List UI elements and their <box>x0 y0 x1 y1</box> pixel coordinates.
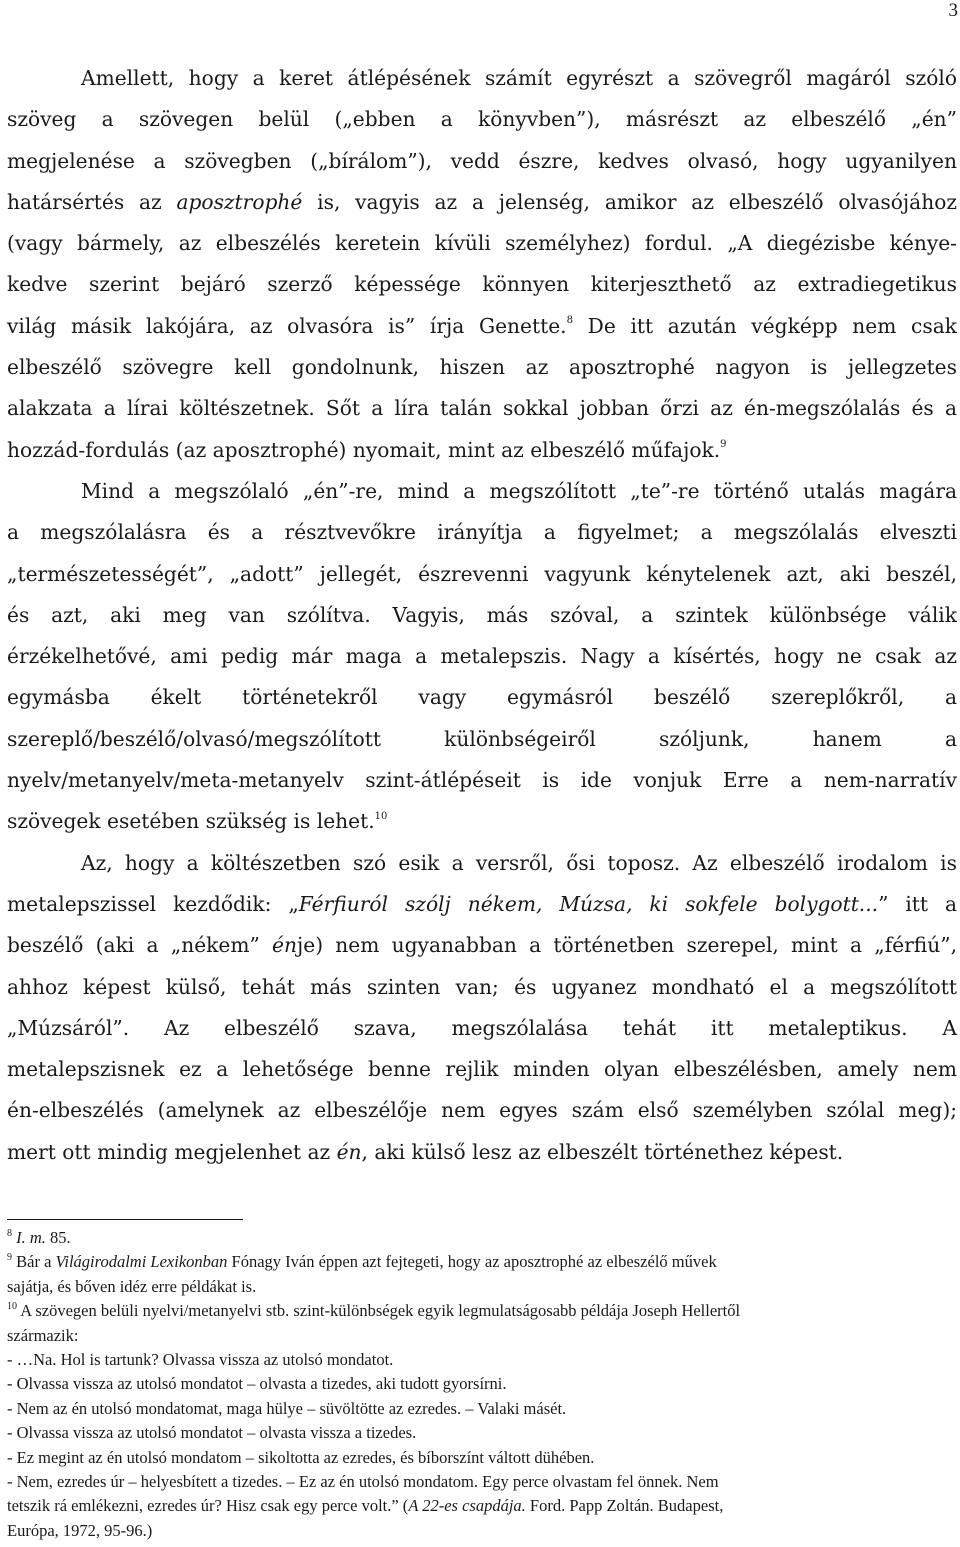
footnote-reference: 8 <box>7 1227 12 1239</box>
text-run: Ford. Papp Zoltán. Budapest, <box>525 1496 724 1516</box>
text-run: megjelenése a szövegben („bírálom”), vedd észre, kedves olvasó, hogy ugyanilyen <box>7 148 957 173</box>
paragraph <box>7 843 957 1173</box>
text-run: kedve szerint bejáró szerző képessége könnyen kiterjeszthető az extradiegetikus <box>7 272 957 297</box>
italic-text: én <box>272 933 297 958</box>
paragraph <box>7 471 957 843</box>
text-run: - Olvassa vissza az utolsó mondatot – olvasta a tizedes, aki tudott gyorsírni. <box>7 1374 507 1394</box>
text-run: - Olvassa vissza az utolsó mondatot – olvasta vissza a tizedes. <box>7 1423 417 1443</box>
text-run: világ másik lakójára, az olvasóra is” írja Genette. <box>7 313 567 338</box>
text-run: - Nem, ezredes úr – helyesbített a tizedes. – Ez az én utolsó mondatom. Egy perce olvastam fel önnek. Nem <box>7 1472 719 1492</box>
text-line <box>7 595 957 636</box>
text-run: elbeszélő szövegre kell gondolnunk, hiszen az aposztrophé nagyon is jellegzetes <box>7 355 957 380</box>
footnote-reference: 9 <box>720 438 727 450</box>
text-run: De itt azután végképp nem csak <box>572 313 957 338</box>
text-run: A szövegen belüli nyelvi/metanyelvi stb. szint-különbségek egyik legmulatságosabb példája Joseph Hellertől <box>17 1301 741 1321</box>
text-run: is, vagyis az a jelenség, amikor az elbeszélő olvasójához <box>302 189 958 214</box>
text-run: hozzád-fordulás (az aposztrophé) nyomait, mint az elbeszélő műfajok. <box>7 437 721 462</box>
italic-text: Világirodalmi Lexikonban <box>55 1252 228 1272</box>
text-run: je) nem ugyanabban a történetben szerepel, mint a „férfiú”, <box>296 933 957 958</box>
text-line <box>7 306 957 347</box>
footnote-reference: 9 <box>7 1251 12 1263</box>
footnote-line <box>7 1348 947 1372</box>
text-run: beszélő (aki a „nékem” <box>7 933 273 958</box>
text-run: „Múzsáról”. Az elbeszélő szava, megszólalása tehát itt metaleptikus. A <box>7 1015 957 1040</box>
text-run: szöveg a szövegen belül („ebben a könyvben”), másrészt az elbeszélő „én” <box>7 107 957 132</box>
paragraph <box>7 58 957 471</box>
footnote-reference: 8 <box>566 315 573 327</box>
text-line <box>7 141 957 182</box>
text-run: - …Na. Hol is tartunk? Olvassa vissza az utolsó mondatot. <box>7 1350 394 1370</box>
text-run: (vagy bármely, az elbeszélés keretein kívüli személyhez) fordul. „A diegézisbe kénye- <box>7 231 957 256</box>
footnotes <box>7 1226 947 1543</box>
text-line <box>7 1132 957 1173</box>
text-line <box>7 884 957 925</box>
italic-text: A 22-es csapdája. <box>408 1496 526 1516</box>
footnote-line <box>7 1519 947 1543</box>
italic-text: aposztrophé <box>176 189 303 214</box>
text-run: nyelv/metanyelv/meta-metanyelv szint-átlépéseit is ide vonjuk Erre a nem-narratív <box>7 768 957 793</box>
text-run: - Ez megint az én utolsó mondatom – sikoltotta az ezredes, és bíborszínt váltott dühében. <box>7 1447 595 1467</box>
footnote-line <box>7 1421 947 1445</box>
footnote-line <box>7 1446 947 1470</box>
text-run: és azt, aki meg van szólítva. Vagyis, más szóval, a szintek különbsége válik <box>7 602 957 627</box>
text-run: szövegek esetében szükség is lehet. <box>7 809 375 834</box>
text-run: metalepszissel kezdődik: „ <box>7 891 299 916</box>
text-run: Bár a <box>12 1252 56 1272</box>
italic-text: I. m. <box>16 1228 46 1247</box>
footnote-separator <box>7 1219 243 1220</box>
text-line <box>7 1049 957 1090</box>
text-run: „természetességét”, „adott” jellegét, észrevenni vagyunk kénytelenek azt, aki beszél, <box>7 561 957 586</box>
text-run: Az, hogy a költészetben szó esik a versről, ősi toposz. Az elbeszélő irodalom is <box>81 850 957 875</box>
text-line <box>7 99 957 140</box>
text-line <box>7 223 957 264</box>
text-run: Mind a megszólaló „én”-re, mind a megszólított „te”-re történő utalás magára <box>81 478 957 503</box>
text-run: ahhoz képest külső, tehát más szinten van; és ugyanez mondható el a megszólított <box>7 974 957 999</box>
text-run: Amellett, hogy a keret átlépésének számít egyrészt a szövegről magáról szóló <box>81 66 957 90</box>
footnote-line <box>7 1372 947 1396</box>
text-run: Európa, 1972, 95-96.) <box>7 1520 153 1540</box>
footnote-line <box>7 1324 947 1348</box>
text-run: metalepszisnek ez a lehetősége benne rejlik minden olyan elbeszélésben, amely nem <box>7 1057 957 1082</box>
text-run: tetszik rá emlékezni, ezredes úr? Hisz csak egy perce volt.” ( <box>7 1496 409 1516</box>
text-run: Fónagy Iván éppen azt fejtegeti, hogy az aposztrophé az elbeszélő művek <box>227 1252 717 1272</box>
text-run: , aki külső lesz az elbeszélt történethez képest. <box>361 1139 844 1164</box>
footnote-reference: 10 <box>7 1300 17 1312</box>
text-run: 85. <box>45 1228 71 1247</box>
text-line <box>7 677 957 718</box>
italic-text: Férfiuról szólj nékem, Múzsa, ki sokfele bolygott... <box>298 891 879 916</box>
text-line <box>7 58 957 99</box>
footnote-line <box>7 1275 947 1299</box>
text-run: származik: <box>7 1325 79 1345</box>
text-line <box>7 636 957 677</box>
text-line <box>7 760 957 801</box>
footnote-line <box>7 1226 947 1250</box>
text-line <box>7 843 957 884</box>
text-run: - Nem az én utolsó mondatomat, maga hülye – süvöltötte az ezredes. – Valaki másét. <box>7 1398 567 1418</box>
footnote-line <box>7 1470 947 1494</box>
italic-text: én <box>336 1139 362 1164</box>
page-number: 3 <box>948 0 958 21</box>
text-line <box>7 554 957 595</box>
text-run: ” itt a <box>878 891 957 916</box>
text-line <box>7 512 957 553</box>
text-line <box>7 347 957 388</box>
text-line <box>7 1008 957 1049</box>
text-line <box>7 264 957 305</box>
text-run: egymásba ékelt történetekről vagy egymásról beszélő szereplőkről, a <box>7 685 957 710</box>
text-run: szereplő/beszélő/olvasó/megszólított különbségeiről szóljunk, hanem a <box>7 726 957 751</box>
text-line <box>7 1090 957 1131</box>
text-run: alakzata a lírai költészetnek. Sőt a líra talán sokkal jobban őrzi az én-megszólalás és a <box>7 396 957 421</box>
text-line <box>7 925 957 966</box>
text-run: határsértés az <box>7 189 177 214</box>
footnote-line <box>7 1250 947 1274</box>
footnote-line <box>7 1494 947 1518</box>
text-line <box>7 967 957 1008</box>
text-run: érzékelhetővé, ami pedig már maga a metalepszis. Nagy a kísértés, hogy ne csak az <box>7 644 957 669</box>
text-line <box>7 182 957 223</box>
text-line <box>7 471 957 512</box>
text-line <box>7 719 957 760</box>
body-text <box>7 58 957 1173</box>
text-line <box>7 388 957 429</box>
text-line <box>7 430 957 471</box>
text-run: a megszólalásra és a résztvevőkre irányítja a figyelmet; a megszólalás elveszti <box>7 520 957 545</box>
footnote-line <box>7 1397 947 1421</box>
text-line <box>7 801 957 842</box>
footnote-reference: 10 <box>374 810 388 822</box>
text-run: sajátja, és bőven idéz erre példákat is. <box>7 1276 257 1296</box>
footnote-line <box>7 1299 947 1323</box>
text-run: mert ott mindig megjelenhet az <box>7 1139 337 1164</box>
text-run: én-elbeszélés (amelynek az elbeszélője nem egyes szám első személyben szólal meg); <box>7 1098 957 1123</box>
